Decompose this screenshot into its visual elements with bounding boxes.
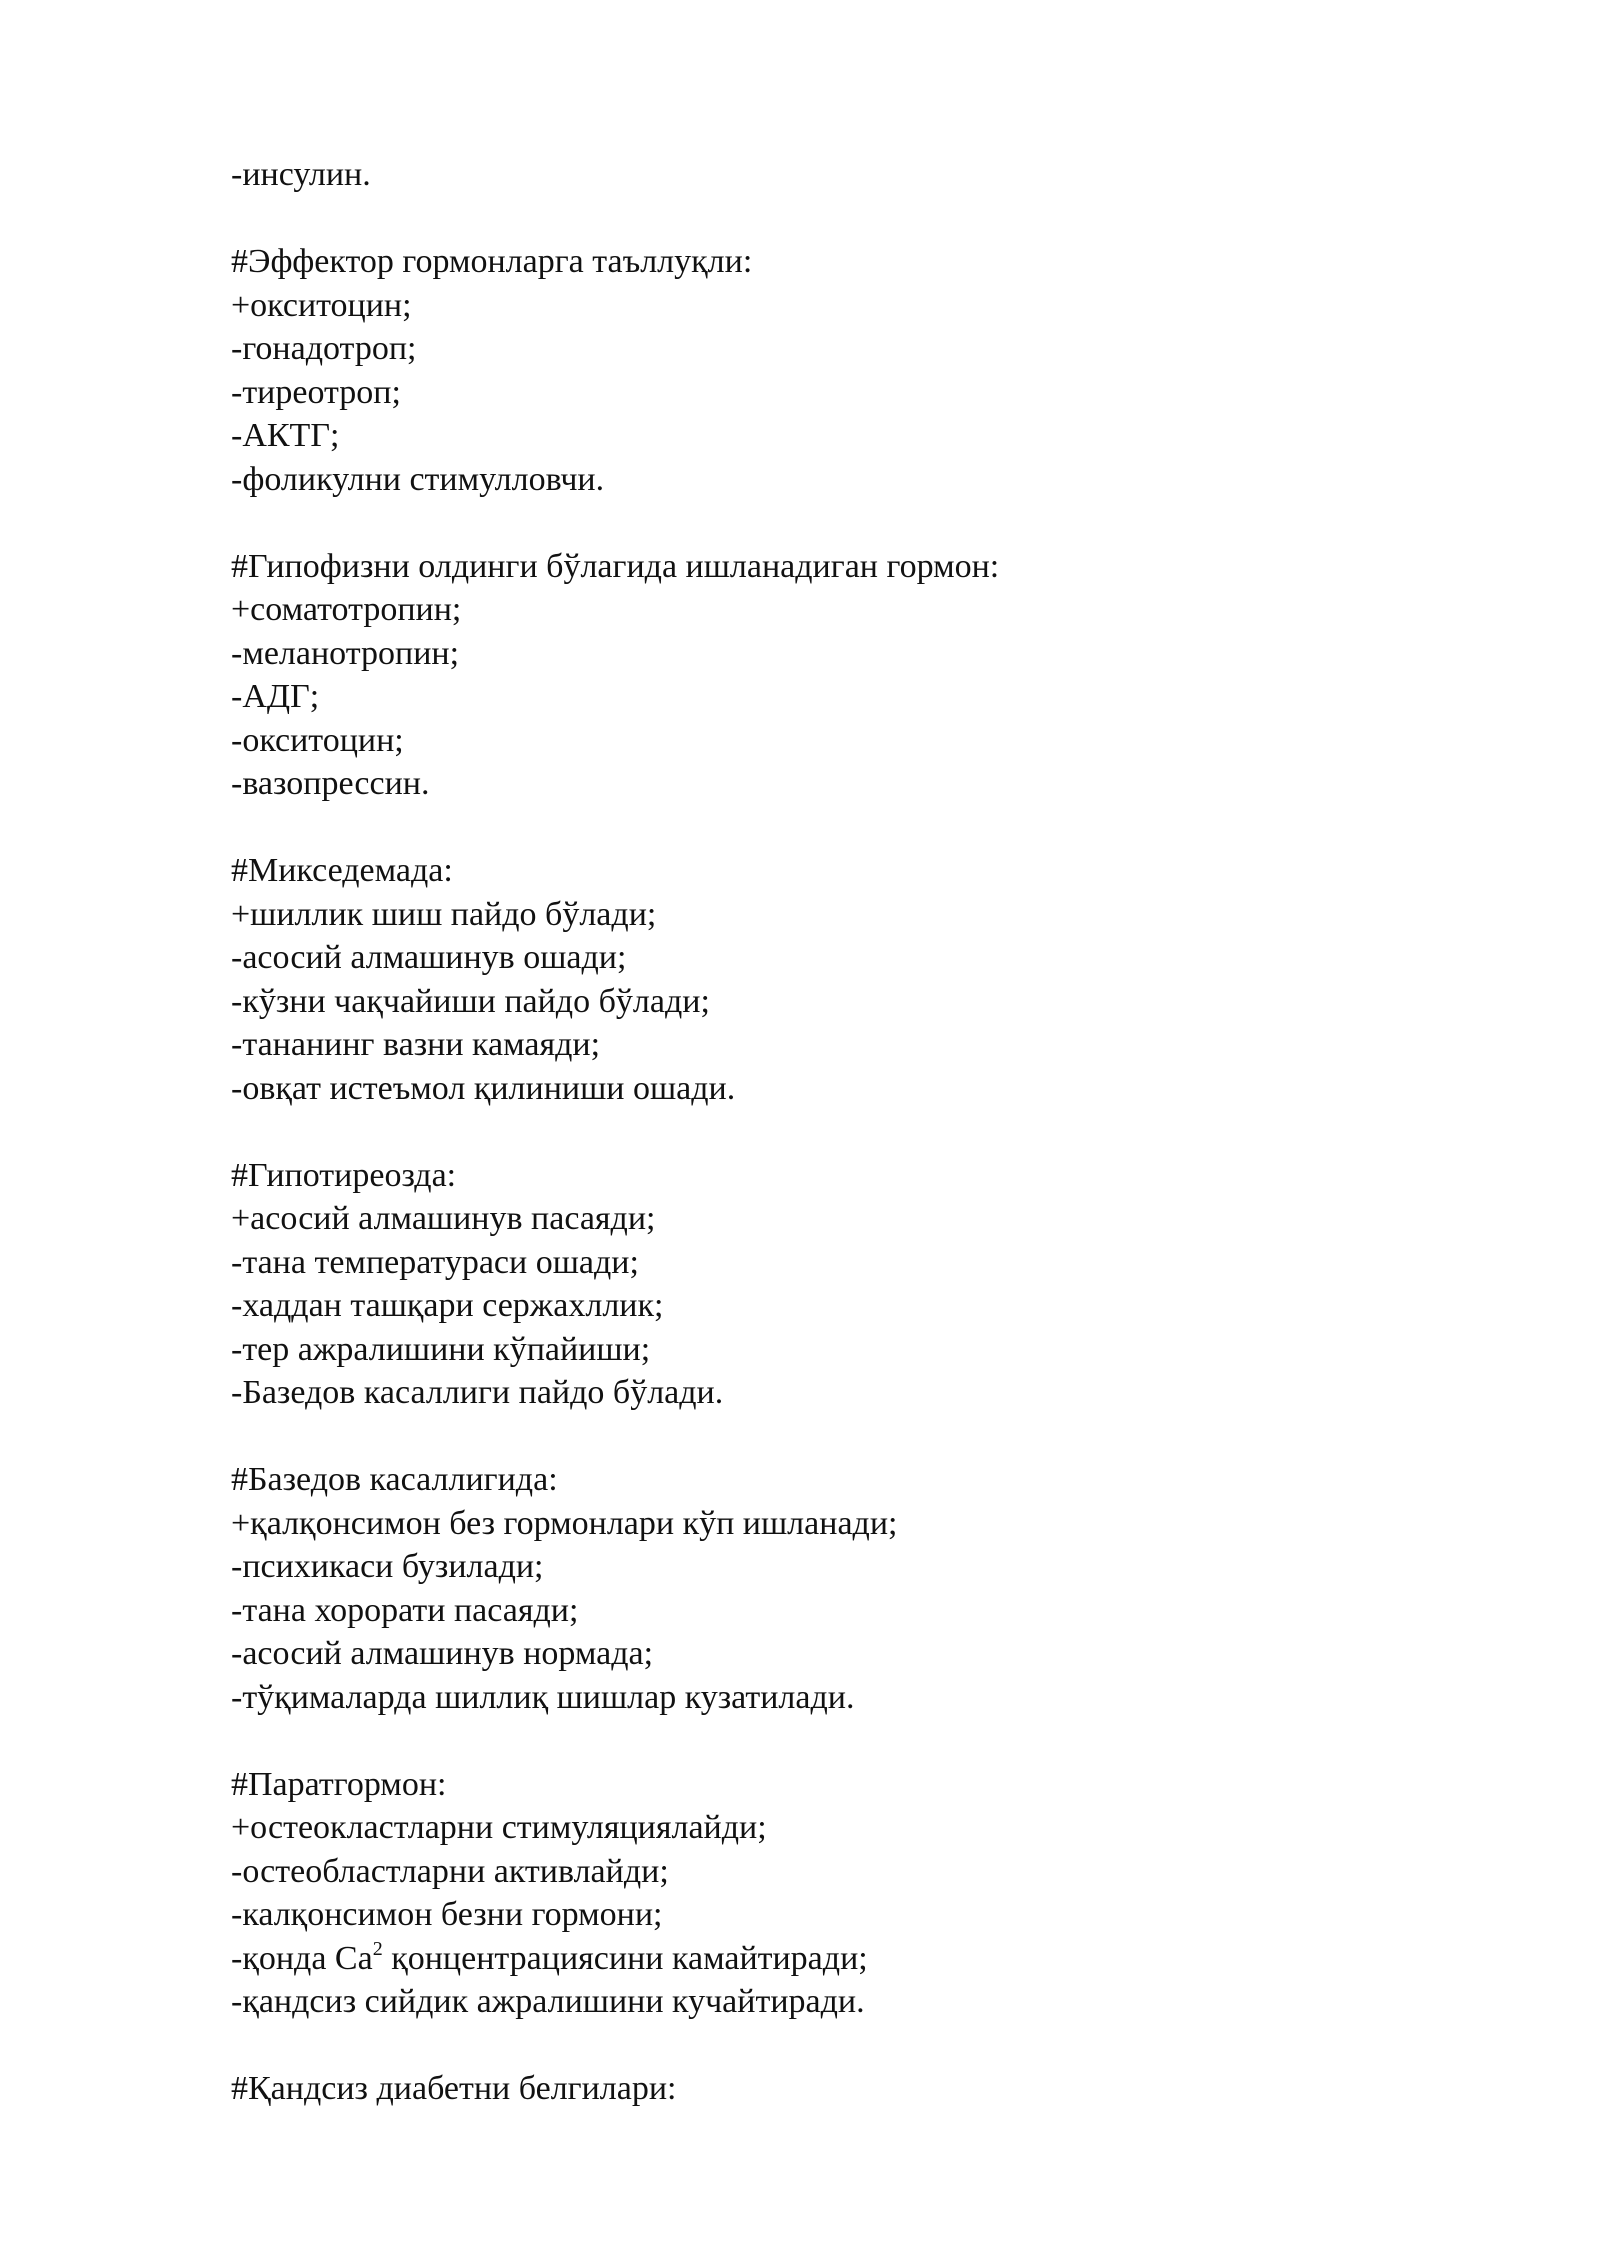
question-title: #Паратгормон: [231,1765,447,1803]
answer-option: -асосий алмашинув нормада; [231,1635,654,1672]
answer-option: -асосий алмашинув ошади; [231,939,627,976]
answer-option: -овқат истеъмол қилиниши ошади. [231,1069,736,1107]
answer-option: -калқонсимон безни гормони; [231,1896,663,1933]
answer-option: -психикаси бузилади; [231,1548,544,1585]
answer-option: -тана хорорати пасаяди; [231,1591,579,1629]
spacer [231,197,1531,241]
answer-option: -АКТГ; [231,417,340,454]
answer-option: -меланотропин; [231,634,460,672]
answer-option: -Базедов касаллиги пайдо бўлади. [231,1374,724,1411]
question-title: #Гипотиреозда: [231,1156,457,1194]
question-title: #Гипофизни олдинги бўлагида ишланадиган гормон: [231,547,1000,585]
answer-correct: +соматотропин; [231,591,462,628]
answer-text: -қонда Ca [231,1939,373,1977]
answer-option: -тўқималарда шиллиқ шишлар кузатилади. [231,1678,855,1716]
document-page [231,153,1531,2111]
answer-option: -фоликулни стимулловчи. [231,460,605,498]
answer-option: -қандсиз сийдик ажралишини кучайтиради. [231,1983,865,2020]
spacer [231,1415,1531,1459]
answer-option: -остеобластларни активлайди; [231,1852,669,1890]
superscript: 2 [372,1937,383,1960]
answer-option: -тананинг вазни камаяди; [231,1026,601,1063]
answer-line: -инсулин. [231,156,371,193]
spacer [231,501,1531,545]
answer-option: -АДГ; [231,678,320,715]
spacer [231,2024,1531,2068]
answer-option: -окситоцин; [231,721,404,759]
answer-option: -хаддан ташқари сержахллик; [231,1287,664,1324]
answer-correct: +асосий алмашинув пасаяди; [231,1200,656,1237]
question-title: #Эффектор гормонларга таъллуқли: [231,243,753,280]
answer-option: -тер ажралишини кўпайиши; [231,1330,651,1368]
answer-correct: +қалқонсимон без гормонлари кўп ишланади; [231,1504,898,1542]
answer-option: -кўзни чақчайиши пайдо бўлади; [231,982,710,1020]
spacer [231,1719,1531,1763]
answer-option: -тана температураси ошади; [231,1243,639,1281]
answer-text: қонцентрациясини камайтиради; [382,1939,868,1977]
question-title: #Қандсиз диабетни белгилари: [231,2070,677,2107]
answer-option: -гонадотроп; [231,330,417,367]
answer-correct: +шиллик шиш пайдо бўлади; [231,895,657,933]
spacer [231,1110,1531,1154]
answer-correct: +окситоцин; [231,286,412,324]
answer-option [231,1937,1531,1981]
answer-option: -вазопрессин. [231,765,430,802]
answer-correct: +остеокластларни стимуляциялайди; [231,1809,767,1846]
question-title: #Микседемада: [231,852,453,889]
question-title: #Базедов касаллигида: [231,1461,558,1498]
spacer [231,806,1531,850]
answer-option: -тиреотроп; [231,373,401,411]
